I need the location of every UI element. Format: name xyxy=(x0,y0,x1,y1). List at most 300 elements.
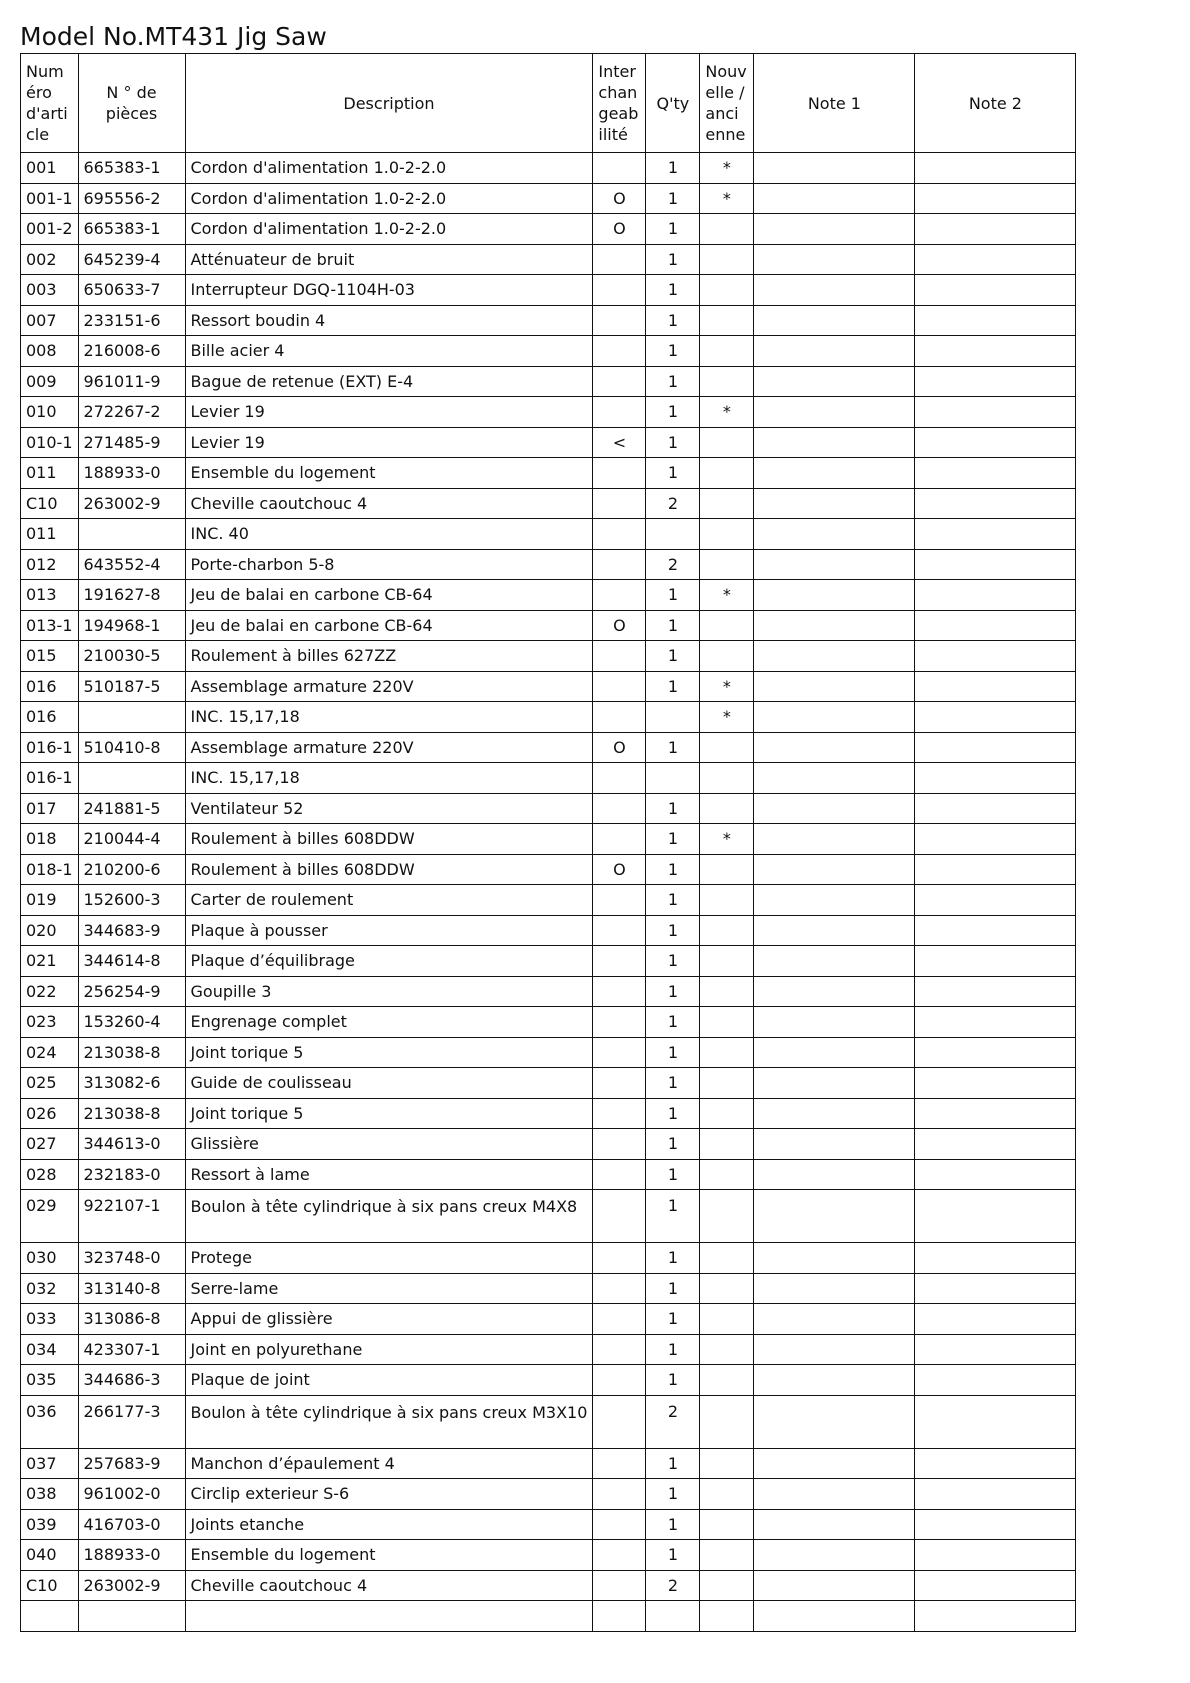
cell-new-old xyxy=(700,1334,754,1365)
cell-item-number: C10 xyxy=(21,488,79,519)
cell-item-number: 032 xyxy=(21,1273,79,1304)
cell-part-number xyxy=(78,702,185,733)
cell-description: INC. 15,17,18 xyxy=(185,763,593,794)
cell-interchangeability xyxy=(593,793,646,824)
table-row xyxy=(21,1129,1076,1160)
cell-quantity: 1 xyxy=(646,427,700,458)
cell-description: Cheville caoutchouc 4 xyxy=(185,488,593,519)
cell-part-number: 153260-4 xyxy=(78,1007,185,1038)
cell-item-number: 023 xyxy=(21,1007,79,1038)
cell-quantity: 1 xyxy=(646,305,700,336)
cell-description: Joint torique 5 xyxy=(185,1037,593,1068)
table-row xyxy=(21,824,1076,855)
cell-part-number: 423307-1 xyxy=(78,1334,185,1365)
table-row xyxy=(21,1273,1076,1304)
cell-interchangeability xyxy=(593,976,646,1007)
cell-interchangeability xyxy=(593,1098,646,1129)
cell-interchangeability xyxy=(593,1273,646,1304)
cell-note-1 xyxy=(754,549,915,580)
cell-interchangeability xyxy=(593,580,646,611)
cell-interchangeability xyxy=(593,1129,646,1160)
cell-new-old xyxy=(700,1395,754,1448)
cell-quantity: 1 xyxy=(646,1479,700,1510)
cell-interchangeability xyxy=(593,1007,646,1038)
cell-part-number: 344613-0 xyxy=(78,1129,185,1160)
cell-interchangeability xyxy=(593,1243,646,1274)
cell-interchangeability xyxy=(593,1037,646,1068)
cell-description: INC. 15,17,18 xyxy=(185,702,593,733)
cell-part-number: 191627-8 xyxy=(78,580,185,611)
cell-new-old xyxy=(700,793,754,824)
header-interchangeability: Interchangeabilité xyxy=(593,54,646,153)
cell-note-2 xyxy=(915,1479,1076,1510)
cell-note-2 xyxy=(915,153,1076,184)
cell-new-old xyxy=(700,275,754,306)
cell-interchangeability xyxy=(593,1395,646,1448)
cell-interchangeability xyxy=(593,458,646,489)
table-row xyxy=(21,1098,1076,1129)
table-row xyxy=(21,610,1076,641)
table-row xyxy=(21,427,1076,458)
cell-interchangeability xyxy=(593,244,646,275)
cell-note-1 xyxy=(754,885,915,916)
cell-note-1 xyxy=(754,305,915,336)
cell-description: Levier 19 xyxy=(185,427,593,458)
cell-description: Plaque d’équilibrage xyxy=(185,946,593,977)
cell-item-number: 016-1 xyxy=(21,763,79,794)
cell-interchangeability: O xyxy=(593,214,646,245)
table-row xyxy=(21,1334,1076,1365)
cell-interchangeability xyxy=(593,702,646,733)
cell-note-1 xyxy=(754,488,915,519)
cell-quantity: 1 xyxy=(646,1365,700,1396)
cell-part-number: 194968-1 xyxy=(78,610,185,641)
cell-description: Ressort à lame xyxy=(185,1159,593,1190)
cell-new-old: * xyxy=(700,824,754,855)
cell-part-number: 210030-5 xyxy=(78,641,185,672)
cell-interchangeability xyxy=(593,1570,646,1601)
cell-description: Levier 19 xyxy=(185,397,593,428)
cell-new-old xyxy=(700,1159,754,1190)
cell-description: Interrupteur DGQ-1104H-03 xyxy=(185,275,593,306)
cell-note-1 xyxy=(754,824,915,855)
cell-item-number: 024 xyxy=(21,1037,79,1068)
cell-description: Atténuateur de bruit xyxy=(185,244,593,275)
cell-description: INC. 40 xyxy=(185,519,593,550)
cell-new-old xyxy=(700,244,754,275)
cell-note-2 xyxy=(915,214,1076,245)
cell-interchangeability xyxy=(593,397,646,428)
cell-new-old xyxy=(700,519,754,550)
cell-quantity: 1 xyxy=(646,671,700,702)
table-row xyxy=(21,763,1076,794)
cell-interchangeability xyxy=(593,275,646,306)
cell-note-2 xyxy=(915,610,1076,641)
cell-part-number xyxy=(78,763,185,794)
cell-new-old xyxy=(700,1365,754,1396)
cell-item-number: 007 xyxy=(21,305,79,336)
cell-description: Roulement à billes 627ZZ xyxy=(185,641,593,672)
cell-part-number: 216008-6 xyxy=(78,336,185,367)
cell-note-1 xyxy=(754,153,915,184)
cell-description: Assemblage armature 220V xyxy=(185,732,593,763)
cell-item-number: 008 xyxy=(21,336,79,367)
cell-new-old xyxy=(700,214,754,245)
cell-note-1 xyxy=(754,1334,915,1365)
cell-new-old xyxy=(700,1273,754,1304)
cell-note-2 xyxy=(915,1448,1076,1479)
cell-note-2 xyxy=(915,763,1076,794)
cell-note-1 xyxy=(754,336,915,367)
cell-description: Roulement à billes 608DDW xyxy=(185,824,593,855)
cell-quantity: 1 xyxy=(646,732,700,763)
table-row xyxy=(21,519,1076,550)
cell-item-number: C10 xyxy=(21,1570,79,1601)
cell-note-2 xyxy=(915,366,1076,397)
table-row xyxy=(21,1365,1076,1396)
cell-part-number: 961002-0 xyxy=(78,1479,185,1510)
cell-note-2 xyxy=(915,1570,1076,1601)
cell-part-number: 210044-4 xyxy=(78,824,185,855)
cell-note-2 xyxy=(915,1190,1076,1243)
cell-interchangeability xyxy=(593,1159,646,1190)
cell-description: Circlip exterieur S-6 xyxy=(185,1479,593,1510)
cell-new-old xyxy=(700,458,754,489)
cell-description: Plaque de joint xyxy=(185,1365,593,1396)
cell-note-1 xyxy=(754,1037,915,1068)
cell-description: Bille acier 4 xyxy=(185,336,593,367)
cell-description: Cordon d'alimentation 1.0-2-2.0 xyxy=(185,153,593,184)
cell-quantity: 1 xyxy=(646,854,700,885)
cell-interchangeability xyxy=(593,1601,646,1632)
header-item-number: Numéro d'article xyxy=(21,54,79,153)
cell-new-old: * xyxy=(700,153,754,184)
cell-part-number: 961011-9 xyxy=(78,366,185,397)
cell-note-1 xyxy=(754,1129,915,1160)
cell-interchangeability xyxy=(593,1479,646,1510)
cell-quantity: 1 xyxy=(646,580,700,611)
cell-note-2 xyxy=(915,549,1076,580)
cell-interchangeability xyxy=(593,488,646,519)
cell-part-number: 257683-9 xyxy=(78,1448,185,1479)
cell-new-old xyxy=(700,1190,754,1243)
cell-quantity: 1 xyxy=(646,824,700,855)
cell-new-old xyxy=(700,1068,754,1099)
cell-item-number: 018 xyxy=(21,824,79,855)
cell-note-1 xyxy=(754,244,915,275)
cell-interchangeability xyxy=(593,641,646,672)
table-row xyxy=(21,1068,1076,1099)
cell-note-1 xyxy=(754,915,915,946)
cell-quantity: 1 xyxy=(646,1448,700,1479)
cell-item-number: 002 xyxy=(21,244,79,275)
cell-item-number: 003 xyxy=(21,275,79,306)
cell-interchangeability xyxy=(593,1509,646,1540)
cell-interchangeability xyxy=(593,824,646,855)
cell-new-old xyxy=(700,1098,754,1129)
cell-description xyxy=(185,1601,593,1632)
cell-quantity: 1 xyxy=(646,183,700,214)
cell-description: Plaque à pousser xyxy=(185,915,593,946)
table-row xyxy=(21,366,1076,397)
header-description: Description xyxy=(185,54,593,153)
cell-note-2 xyxy=(915,1098,1076,1129)
cell-new-old xyxy=(700,915,754,946)
cell-note-2 xyxy=(915,854,1076,885)
table-row xyxy=(21,580,1076,611)
cell-description: Cordon d'alimentation 1.0-2-2.0 xyxy=(185,214,593,245)
cell-item-number: 035 xyxy=(21,1365,79,1396)
cell-new-old xyxy=(700,1509,754,1540)
cell-part-number: 271485-9 xyxy=(78,427,185,458)
cell-interchangeability xyxy=(593,1540,646,1571)
cell-part-number: 510187-5 xyxy=(78,671,185,702)
table-row xyxy=(21,946,1076,977)
cell-description: Guide de coulisseau xyxy=(185,1068,593,1099)
parts-table xyxy=(20,53,1076,1632)
cell-interchangeability: O xyxy=(593,610,646,641)
cell-new-old xyxy=(700,641,754,672)
cell-quantity: 1 xyxy=(646,793,700,824)
cell-item-number: 038 xyxy=(21,1479,79,1510)
cell-part-number: 188933-0 xyxy=(78,1540,185,1571)
cell-note-1 xyxy=(754,397,915,428)
page-title: Model No.MT431 Jig Saw xyxy=(20,22,327,51)
cell-item-number: 025 xyxy=(21,1068,79,1099)
cell-part-number: 241881-5 xyxy=(78,793,185,824)
cell-new-old xyxy=(700,976,754,1007)
cell-interchangeability: O xyxy=(593,732,646,763)
cell-new-old xyxy=(700,1243,754,1274)
cell-interchangeability: < xyxy=(593,427,646,458)
table-row xyxy=(21,1395,1076,1448)
cell-quantity: 1 xyxy=(646,458,700,489)
cell-new-old xyxy=(700,610,754,641)
cell-note-1 xyxy=(754,1395,915,1448)
cell-part-number: 695556-2 xyxy=(78,183,185,214)
cell-description: Boulon à tête cylindrique à six pans creux M3X10 xyxy=(185,1395,593,1448)
cell-note-1 xyxy=(754,1068,915,1099)
table-row xyxy=(21,1448,1076,1479)
cell-quantity xyxy=(646,519,700,550)
cell-item-number: 001-2 xyxy=(21,214,79,245)
cell-note-2 xyxy=(915,824,1076,855)
cell-note-1 xyxy=(754,519,915,550)
cell-part-number: 263002-9 xyxy=(78,488,185,519)
cell-item-number: 020 xyxy=(21,915,79,946)
cell-note-2 xyxy=(915,793,1076,824)
cell-new-old xyxy=(700,1304,754,1335)
table-row xyxy=(21,549,1076,580)
cell-item-number xyxy=(21,1601,79,1632)
cell-quantity: 1 xyxy=(646,1159,700,1190)
cell-item-number: 030 xyxy=(21,1243,79,1274)
table-row xyxy=(21,854,1076,885)
table-row xyxy=(21,397,1076,428)
table-row xyxy=(21,305,1076,336)
cell-note-2 xyxy=(915,427,1076,458)
cell-interchangeability xyxy=(593,1190,646,1243)
cell-part-number: 210200-6 xyxy=(78,854,185,885)
cell-part-number: 152600-3 xyxy=(78,885,185,916)
cell-note-1 xyxy=(754,1540,915,1571)
cell-note-2 xyxy=(915,1540,1076,1571)
cell-note-1 xyxy=(754,1304,915,1335)
cell-description: Ventilateur 52 xyxy=(185,793,593,824)
cell-quantity: 1 xyxy=(646,915,700,946)
cell-note-1 xyxy=(754,580,915,611)
cell-note-1 xyxy=(754,1509,915,1540)
cell-description: Assemblage armature 220V xyxy=(185,671,593,702)
cell-note-2 xyxy=(915,1068,1076,1099)
cell-description: Ensemble du logement xyxy=(185,1540,593,1571)
cell-quantity xyxy=(646,1601,700,1632)
cell-item-number: 028 xyxy=(21,1159,79,1190)
cell-quantity: 1 xyxy=(646,336,700,367)
cell-note-2 xyxy=(915,1037,1076,1068)
cell-quantity: 1 xyxy=(646,244,700,275)
cell-description: Cheville caoutchouc 4 xyxy=(185,1570,593,1601)
cell-description: Joint torique 5 xyxy=(185,1098,593,1129)
header-part-number: N ° de pièces xyxy=(78,54,185,153)
cell-part-number: 416703-0 xyxy=(78,1509,185,1540)
cell-interchangeability xyxy=(593,305,646,336)
cell-note-1 xyxy=(754,1601,915,1632)
cell-item-number: 029 xyxy=(21,1190,79,1243)
cell-quantity: 1 xyxy=(646,610,700,641)
cell-item-number: 026 xyxy=(21,1098,79,1129)
cell-new-old xyxy=(700,763,754,794)
cell-note-1 xyxy=(754,976,915,1007)
cell-quantity: 1 xyxy=(646,1540,700,1571)
cell-item-number: 037 xyxy=(21,1448,79,1479)
cell-quantity: 1 xyxy=(646,397,700,428)
cell-item-number: 021 xyxy=(21,946,79,977)
cell-note-1 xyxy=(754,671,915,702)
cell-note-2 xyxy=(915,458,1076,489)
cell-note-1 xyxy=(754,1243,915,1274)
cell-part-number: 266177-3 xyxy=(78,1395,185,1448)
cell-item-number: 022 xyxy=(21,976,79,1007)
cell-quantity: 1 xyxy=(646,641,700,672)
table-row xyxy=(21,793,1076,824)
cell-note-2 xyxy=(915,732,1076,763)
table-row xyxy=(21,702,1076,733)
cell-new-old xyxy=(700,946,754,977)
cell-part-number: 263002-9 xyxy=(78,1570,185,1601)
cell-interchangeability: O xyxy=(593,854,646,885)
cell-interchangeability xyxy=(593,1448,646,1479)
cell-part-number: 213038-8 xyxy=(78,1098,185,1129)
table-row xyxy=(21,153,1076,184)
table-row xyxy=(21,458,1076,489)
cell-note-2 xyxy=(915,1159,1076,1190)
cell-description: Ensemble du logement xyxy=(185,458,593,489)
cell-note-1 xyxy=(754,1159,915,1190)
cell-item-number: 016 xyxy=(21,702,79,733)
cell-note-1 xyxy=(754,275,915,306)
cell-description: Glissière xyxy=(185,1129,593,1160)
cell-interchangeability xyxy=(593,1068,646,1099)
cell-part-number: 313086-8 xyxy=(78,1304,185,1335)
cell-quantity: 1 xyxy=(646,1304,700,1335)
cell-note-2 xyxy=(915,702,1076,733)
cell-new-old: * xyxy=(700,671,754,702)
cell-new-old xyxy=(700,1037,754,1068)
header-quantity: Q'ty xyxy=(646,54,700,153)
cell-note-2 xyxy=(915,183,1076,214)
cell-part-number: 922107-1 xyxy=(78,1190,185,1243)
cell-item-number: 009 xyxy=(21,366,79,397)
cell-part-number: 650633-7 xyxy=(78,275,185,306)
cell-note-1 xyxy=(754,1007,915,1038)
cell-item-number: 036 xyxy=(21,1395,79,1448)
cell-description: Manchon d’épaulement 4 xyxy=(185,1448,593,1479)
cell-new-old xyxy=(700,1540,754,1571)
cell-interchangeability xyxy=(593,366,646,397)
table-row xyxy=(21,1570,1076,1601)
cell-note-2 xyxy=(915,1509,1076,1540)
cell-description: Bague de retenue (EXT) E-4 xyxy=(185,366,593,397)
cell-note-1 xyxy=(754,854,915,885)
cell-note-2 xyxy=(915,336,1076,367)
cell-note-2 xyxy=(915,915,1076,946)
cell-interchangeability xyxy=(593,549,646,580)
cell-note-2 xyxy=(915,976,1076,1007)
cell-interchangeability xyxy=(593,885,646,916)
cell-new-old xyxy=(700,1129,754,1160)
cell-note-1 xyxy=(754,702,915,733)
cell-note-1 xyxy=(754,1365,915,1396)
cell-new-old xyxy=(700,427,754,458)
cell-part-number: 665383-1 xyxy=(78,214,185,245)
cell-note-1 xyxy=(754,732,915,763)
cell-quantity: 1 xyxy=(646,366,700,397)
cell-description: Jeu de balai en carbone CB-64 xyxy=(185,580,593,611)
cell-quantity: 1 xyxy=(646,153,700,184)
cell-item-number: 010 xyxy=(21,397,79,428)
table-row xyxy=(21,275,1076,306)
cell-description: Roulement à billes 608DDW xyxy=(185,854,593,885)
cell-quantity: 1 xyxy=(646,1037,700,1068)
cell-description: Appui de glissière xyxy=(185,1304,593,1335)
cell-item-number: 016-1 xyxy=(21,732,79,763)
cell-note-2 xyxy=(915,1007,1076,1038)
cell-new-old: * xyxy=(700,702,754,733)
cell-new-old xyxy=(700,488,754,519)
cell-note-1 xyxy=(754,610,915,641)
cell-part-number: 256254-9 xyxy=(78,976,185,1007)
table-row xyxy=(21,976,1076,1007)
cell-quantity: 1 xyxy=(646,1190,700,1243)
cell-quantity: 1 xyxy=(646,946,700,977)
cell-item-number: 016 xyxy=(21,671,79,702)
cell-interchangeability xyxy=(593,763,646,794)
cell-note-2 xyxy=(915,580,1076,611)
table-row xyxy=(21,641,1076,672)
cell-quantity: 1 xyxy=(646,1509,700,1540)
cell-interchangeability xyxy=(593,915,646,946)
cell-interchangeability xyxy=(593,946,646,977)
cell-note-2 xyxy=(915,1365,1076,1396)
cell-item-number: 001 xyxy=(21,153,79,184)
table-row xyxy=(21,885,1076,916)
cell-new-old xyxy=(700,732,754,763)
cell-part-number: 645239-4 xyxy=(78,244,185,275)
parts-table-body xyxy=(21,153,1076,1632)
cell-note-2 xyxy=(915,244,1076,275)
header-row xyxy=(21,54,1076,153)
